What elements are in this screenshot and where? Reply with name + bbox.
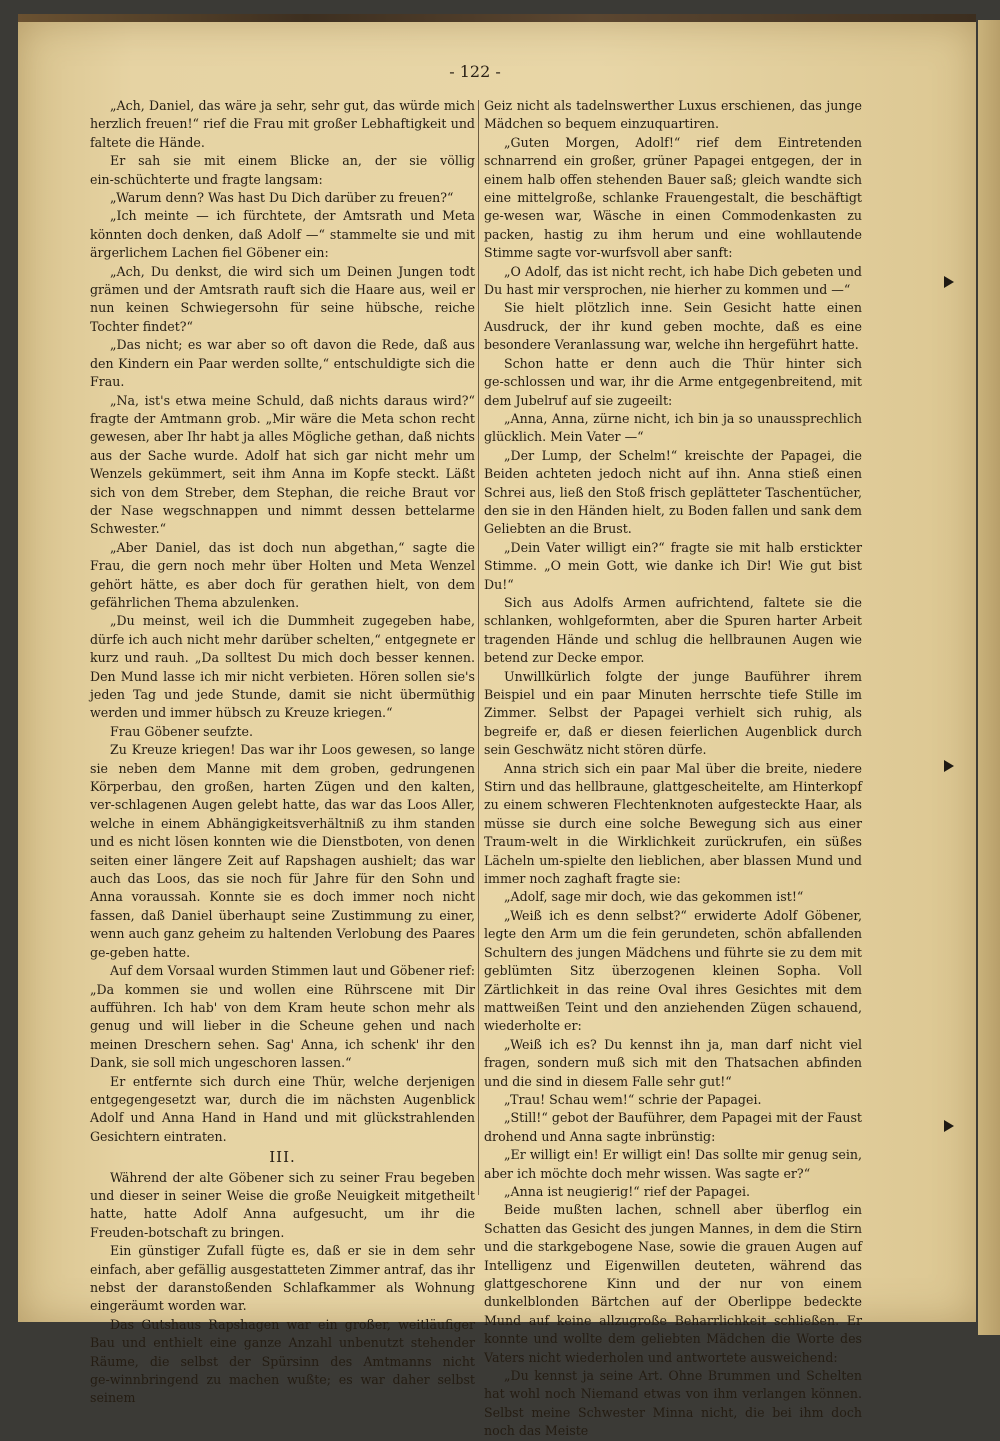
paragraph: „Still!“ gebot der Bauführer, dem Papagei mit der Faust drohend und Anna sagte inbrünstig: (484, 1110, 862, 1144)
paragraph: „Guten Morgen, Adolf!“ rief dem Eintretenden schnarrend ein großer, grüner Papagei entgegen, der in einem halb offen stehenden Bauer saß; gleich wandte sich eine mittelgroße, schlanke Frauengestalt, die beschäftigt ge‑wesen war, Wäsche in einen Commodenkasten zu packen, hastig zu ihm herum und eine wohllautende Stimme sagte vor‑wurfsvoll aber sanft: (484, 134, 862, 261)
paragraph: Schon hatte er denn auch die Thür hinter sich ge‑schlossen und war, ihr die Arme entgegenbreitend, mit dem Jubelruf auf sie zugeeilt: (484, 355, 862, 408)
paragraph: „Adolf, sage mir doch, wie das gekommen ist!“ (504, 889, 804, 905)
paragraph: Sich aus Adolfs Armen aufrichtend, faltete sie die schlanken, wohlgeformten, aber die Spuren harter Arbeit tragenden Hände und schlug die hellbraunen Augen wie betend zur Decke empor. (484, 594, 862, 666)
column-divider (478, 100, 479, 1195)
paragraph: „Er willigt ein! Er willigt ein! Das sollte mir genug sein, aber ich möchte doch mehr wissen. Was sagte er?“ (484, 1147, 862, 1181)
margin-marker (944, 760, 954, 772)
paragraph: Ein günstiger Zufall fügte es, daß er sie in dem sehr einfach, aber gefällig ausgestatteten Zimmer antraf, das ihr nebst der daranstoßenden Schlafkammer als Wohnung eingeräumt worden war. (90, 1243, 475, 1314)
left-column (90, 97, 475, 1408)
paragraph: „Das nicht; es war aber so oft davon die Rede, daß aus den Kindern ein Paar werden sollte,“ entschuldigte sich die Frau. (90, 337, 475, 390)
paragraph: „Aber Daniel, das ist doch nun abgethan,“ sagte die Frau, die gern noch mehr über Holten und Meta Wenzel gehört hätte, es aber doch für gerathen hielt, von dem gefährlichen Thema abzulenken. (90, 539, 475, 610)
paragraph: Sie hielt plötzlich inne. Sein Gesicht hatte einen Ausdruck, der ihr kund geben mochte, daß es eine besondere Veranlassung war, welche ihn hergeführt hatte. (484, 300, 862, 353)
paragraph: „Weiß ich es? Du kennst ihn ja, man darf nicht viel fragen, sondern muß sich mit den Thatsachen abfinden und die sind in diesem Falle sehr gut!“ (484, 1036, 862, 1089)
paragraph: Das Gutshaus Rapshagen war ein großer, weitläufiger Bau und enthielt eine ganze Anzahl unbenutzt stehender Räume, die selbst der Spürsinn des Amtmanns nicht ge‑winnbringend zu machen wußte; es war daher selbst seinem (90, 1316, 475, 1406)
book-right-edge (978, 20, 1000, 1335)
paragraph: „Ach, Daniel, das wäre ja sehr, sehr gut, das würde mich herzlich freuen!“ rief die Frau mit großer Lebhaftigkeit und faltete die Hände. (90, 98, 475, 150)
paragraph: Während der alte Göbener sich zu seiner Frau begeben und dieser in seiner Weise die große Neuigkeit mitgetheilt hatte, hatte Adolf Anna aufgesucht, um ihr die Freuden‑botschaft zu bringen. (90, 1169, 475, 1240)
margin-marker (944, 1120, 954, 1132)
paragraph: Beide mußten lachen, schnell aber überflog ein Schatten das Gesicht des jungen Mannes, in dem die Stirn und die starkgebogene Nase, sowie die grauen Augen auf Intelligenz und Eigenwillen deuteten, während das glattgeschorene Kinn und der nur von einem dunkelblonden Bärtchen auf der Oberlippe bedeckte Mund auf keine allzugroße Beharrlichkeit schließen. Er konnte und wollte dem geliebten Mädchen die Worte des Vaters nicht wiederholen und antwortete ausweichend: (484, 1202, 862, 1365)
paragraph: „Weiß ich es denn selbst?“ erwiderte Adolf Göbener, legte den Arm um die fein gerundeten, schön abfallenden Schultern des jungen Mädchens und führte sie zu dem mit geblümten Sitz überzogenen kleinen Sopha. Voll Zärtlichkeit in das reine Oval ihres Gesichtes mit dem mattweißen Teint und den anziehenden Zügen schauend, wiederholte er: (484, 907, 862, 1034)
margin-marker (944, 276, 954, 288)
right-column (484, 97, 862, 1441)
paragraph: „Du kennst ja seine Art. Ohne Brummen und Schelten hat wohl noch Niemand etwas von ihm verlangen können. Selbst meine Schwester Minna nicht, die bei ihm doch noch das Meiste (484, 1368, 862, 1439)
paragraph: „Ich meinte — ich fürchtete, der Amtsrath und Meta könnten doch denken, daß Adolf —“ stammelte sie und mit ärgerlichem Lachen fiel Göbener ein: (90, 208, 475, 261)
paragraph: Er sah sie mit einem Blicke an, der sie völlig ein‑schüchterte und fragte langsam: (90, 153, 475, 187)
paragraph: Zu Kreuze kriegen! Das war ihr Loos gewesen, so lange sie neben dem Manne mit dem groben, gedrungenen Körperbau, den großen, harten Zügen und den kalten, ver‑schlagenen Augen gelebt hatte, das war das Loos Aller, welche in einem Abhängigkeitsverhältniß zu ihm standen und es nicht lösen konnten wie die Dienstboten, von denen seiten einer längere Zeit auf Rapshagen aushielt; das war auch das Loos, das sie noch für Jahre für den Sohn und Anna voraussah. Konnte sie es doch immer noch nicht fassen, daß Daniel überhaupt seine Zustimmung zu einer, wenn auch ganz geheim zu haltenden Verlobung des Paares ge‑geben hatte. (90, 742, 475, 960)
paragraph: Unwillkürlich folgte der junge Bauführer ihrem Beispiel und ein paar Minuten herrschte tiefe Stille im Zimmer. Selbst der Papagei verhielt sich ruhig, als begreife er, daß er diesen feierlichen Augenblick durch sein Geschwätz nicht stören dürfe. (484, 668, 862, 758)
paragraph: „Anna ist neugierig!“ rief der Papagei. (504, 1183, 750, 1199)
paragraph: „Der Lump, der Schelm!“ kreischte der Papagei, die Beiden achteten jedoch nicht auf ihn. Anna stieß einen Schrei aus, ließ den Stoß frisch geplätteter Taschentücher, den sie in den Händen hielt, zu Boden fallen und sank dem Geliebten an die Brust. (484, 447, 862, 537)
paragraph: Geiz nicht als tadelnswerther Luxus erschienen, das junge Mädchen so bequem einzuquartiren. (484, 98, 862, 132)
paragraph: Anna strich sich ein paar Mal über die breite, niedere Stirn und das hellbraune, glattgescheitelte, am Hinterkopf zu einem schweren Flechtenknoten aufgesteckte Haar, als müsse sie durch eine solche Bewegung sich aus einer Traum‑welt in die Wirklichkeit zurückrufen, ein süßes Lächeln um‑spielte den lieblichen, aber blassen Mund und immer noch zaghaft fragte sie: (484, 760, 862, 887)
paragraph: Auf dem Vorsaal wurden Stimmen laut und Göbener rief: „Da kommen sie und wollen eine Rührscene mit Dir aufführen. Ich hab' von dem Kram heute schon mehr als genug und will lieber in die Scheune gehen und nach meinen Dreschern sehen. Sag' Anna, ich schenk' ihr den Dank, sie soll mich ungeschoren lassen.“ (90, 963, 475, 1071)
paragraph: Er entfernte sich durch eine Thür, welche derjenigen entgegengesetzt war, durch die im nächsten Augenblick Adolf und Anna Hand in Hand und mit glückstrahlenden Gesichtern eintraten. (90, 1073, 475, 1144)
page-number: - 122 - (449, 62, 501, 81)
paragraph: Frau Göbener seufzte. (110, 723, 253, 739)
paragraph: „O Adolf, das ist nicht recht, ich habe Dich gebeten und Du hast mir versprochen, nie hierher zu kommen und —“ (484, 263, 862, 298)
paragraph: „Anna, Anna, zürne nicht, ich bin ja so unaussprechlich glücklich. Mein Vater —“ (484, 410, 862, 445)
paragraph: „Dein Vater willigt ein?“ fragte sie mit halb erstickter Stimme. „O mein Gott, wie danke ich Dir! Wie gut bist Du!“ (484, 539, 862, 592)
paragraph: „Du meinst, weil ich die Dummheit zugegeben habe, dürfe ich auch nicht mehr darüber schelten,“ entgegnete er kurz und rauh. „Da solltest Du mich doch besser kennen. Den Mund lasse ich mir nicht verbieten. Hören sollen sie's jeden Tag und jede Stunde, damit sie nicht übermüthig werden und immer hübsch zu Kreuze kriegen.“ (90, 613, 475, 721)
paragraph: „Na, ist's etwa meine Schuld, daß nichts daraus wird?“ fragte der Amtmann grob. „Mir wäre die Meta schon recht gewesen, aber Ihr habt ja alles Mögliche gethan, daß nichts aus der Sache wurde. Adolf hat sich gar nicht mehr um Wenzels gekümmert, seit ihm Anna im Kopfe steckt. Läßt sich von dem Streber, dem Stephan, die reiche Braut vor der Nase wegschnappen und nimmt dessen bettelarme Schwester.“ (90, 392, 475, 537)
section-heading: III. (269, 1148, 296, 1167)
paragraph: „Ach, Du denkst, die wird sich um Deinen Jungen todt grämen und der Amtsrath rauft sich die Haare aus, weil er nun keinen Schwiegersohn für seine hübsche, reiche Tochter findet?“ (90, 263, 475, 334)
paragraph: „Warum denn? Was hast Du Dich darüber zu freuen?“ (110, 190, 454, 206)
paragraph: „Trau! Schau wem!“ schrie der Papagei. (504, 1091, 762, 1107)
